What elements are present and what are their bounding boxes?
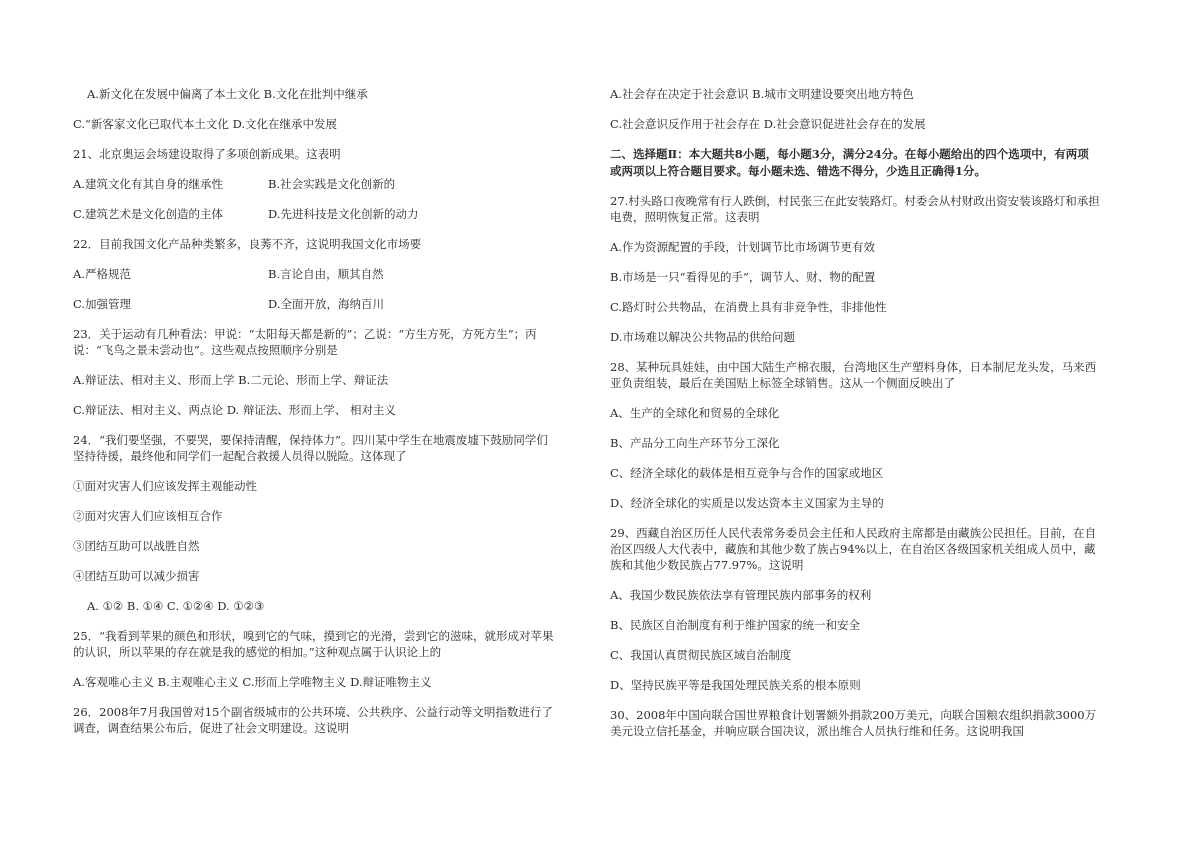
q28-option-d: D、经济全球化的实质是以发达资本主义国家为主导的 [610,496,884,510]
q22-options-ab [73,266,543,282]
q28-stem-line1: 28、某种玩具娃娃，由中国大陆生产棉衣服，台湾地区生产塑料身体，日本制尼龙头发，马来西 [610,360,1097,374]
q27-stem-line1: 27.村头路口夜晚常有行人跌倒，村民张三在此安装路灯。村委会从村财政出资安装该路灯和承担 [610,194,1100,208]
q24-stem-line1: 24．“我们要坚强，不要哭，要保持清醒，保持体力”。四川某中学生在地震废墟下鼓励同学们 [73,433,548,447]
left-column [73,86,554,736]
q27-stem-line2: 电费，照明恢复正常。这表明 [610,210,760,224]
q29-option-d: D、坚持民族平等是我国处理民族关系的根本原则 [610,678,861,692]
q27-option-a: A.作为资源配置的手段，计划调节比市场调节更有效 [610,240,875,254]
q21-stem: 21、北京奥运会场建设取得了多项创新成果。这表明 [73,147,341,161]
q27-option-b: B.市场是一只“看得见的手”，调节人、财、物的配置 [610,270,876,284]
q24-statement-4: ④团结互助可以减少损害 [73,569,200,583]
q30-stem-line2: 美元设立信托基金，并响应联合国决议，派出维合人员执行维和任务。这说明我国 [610,724,1024,738]
q23-stem-line2: 说：“飞鸟之景未尝动也”。这些观点按照顺序分别是 [73,343,338,357]
q24-statement-2: ②面对灾害人们应该相互合作 [73,509,223,523]
q28-option-a: A、生产的全球化和贸易的全球化 [610,406,780,420]
q26-options-cd: C.社会意识反作用于社会存在 D.社会意识促进社会存在的发展 [610,117,926,131]
q28-option-b: B、产品分工向生产环节分工深化 [610,436,780,450]
q26-stem-line1: 26．2008年7月我国曾对15个副省级城市的公共环境、公共秩序、公益行动等文明指数进行了 [73,705,553,719]
right-column [610,86,1135,739]
q21-option-c: C.建筑艺术是文化创造的主体 [73,207,224,221]
q29-option-c: C、我国认真贯彻民族区域自治制度 [610,648,792,662]
q22-option-c: C.加强管理 [73,297,132,311]
q21-options-ab [73,176,543,192]
q20-options-cd: C.“新客家文化已取代本土文化 D.文化在继承中发展 [73,117,338,131]
q23-stem-line1: 23．关于运动有几种看法：甲说：“太阳每天都是新的”；乙说：“方生方死，方死方生”；丙 [73,327,537,341]
q21-options-cd [73,206,543,222]
q26-options-ab: A.社会存在决定于社会意识 B.城市文明建设要突出地方特色 [610,87,914,101]
q21-option-a: A.建筑文化有其自身的继承性 [73,177,223,191]
q25-stem-line1: 25．“我看到苹果的颜色和形状，嗅到它的气味，摸到它的光滑，尝到它的滋味，就形成对苹果 [73,629,554,643]
q23-options-ab: A.辩证法、相对主义、形而上学 B.二元论、形而上学、辩证法 [73,373,389,387]
q29-stem-line1: 29、西藏自治区历任人民代表常务委员会主任和人民政府主席都是由藏族公民担任。目前，在自 [610,526,1097,540]
q29-option-a: A、我国少数民族依法享有管理民族内部事务的权利 [610,588,872,602]
q22-stem: 22．目前我国文化产品种类繁多，良莠不齐，这说明我国文化市场要 [73,237,422,251]
q24-statement-3: ③团结互助可以战胜自然 [73,539,200,553]
q22-options-cd [73,296,543,312]
q22-option-d: D.全面开放，海纳百川 [268,297,384,311]
q25-options: A.客观唯心主义 B.主观唯心主义 C.形而上学唯物主义 D.辩证唯物主义 [73,675,432,689]
q27-option-d: D.市场难以解决公共物品的供给问题 [610,330,795,344]
q26-stem-line2: 调查，调查结果公布后，促进了社会文明建设。这说明 [73,721,349,735]
q23-options-cd: C.辩证法、相对主义、两点论 D. 辩证法、形而上学、 相对主义 [73,403,396,417]
q21-option-b: B.社会实践是文化创新的 [268,177,396,191]
section-heading-line2: 或两项以上符合题目要求。每小题未选、错选不得分，少选且正确得1分。 [610,164,986,178]
q27-option-c: C.路灯时公共物品，在消费上具有非竞争性，非排他性 [610,300,887,314]
q30-stem-line1: 30、2008年中国向联合国世界粮食计划署额外捐款200万美元，向联合国粮农组织捐款3000万 [610,708,1097,722]
q22-option-b: B.言论自由，顺其自然 [268,267,384,281]
q21-option-d: D.先进科技是文化创新的动力 [268,207,419,221]
section-heading-line1: 二、选择题Ⅱ：本大题共8小题，每小题3分，满分24分。在每小题给出的四个选项中，有两项 [610,147,1089,161]
q29-stem-line3: 族和其他少数民族占77.97%。这说明 [610,558,804,572]
q28-option-c: C、经济全球化的载体是相互竞争与合作的国家或地区 [610,466,884,480]
q29-option-b: B、民族区自治制度有利于维护国家的统一和安全 [610,618,860,632]
q24-options: A. ①② B. ①④ C. ①②④ D. ①②③ [87,599,265,613]
q20-options-ab: A.新文化在发展中偏离了本土文化 B.文化在批判中继承 [87,87,368,101]
q25-stem-line2: 的认识，所以苹果的存在就是我的感觉的相加。”这种观点属于认识论上的 [73,645,442,659]
q28-stem-line2: 亚负责组装，最后在美国贴上标签全球销售。这从一个侧面反映出了 [610,376,955,390]
q22-option-a: A.严格规范 [73,267,131,281]
q29-stem-line2: 治区四级人大代表中，藏族和其他少数了族占94%以上，在自治区各级国家机关组成人员中，藏 [610,542,1096,556]
q24-statement-1: ①面对灾害人们应该发挥主观能动性 [73,479,257,493]
q24-stem-line2: 坚持待援，最终他和同学们一起配合救援人员得以脱险。这体现了 [73,449,407,463]
